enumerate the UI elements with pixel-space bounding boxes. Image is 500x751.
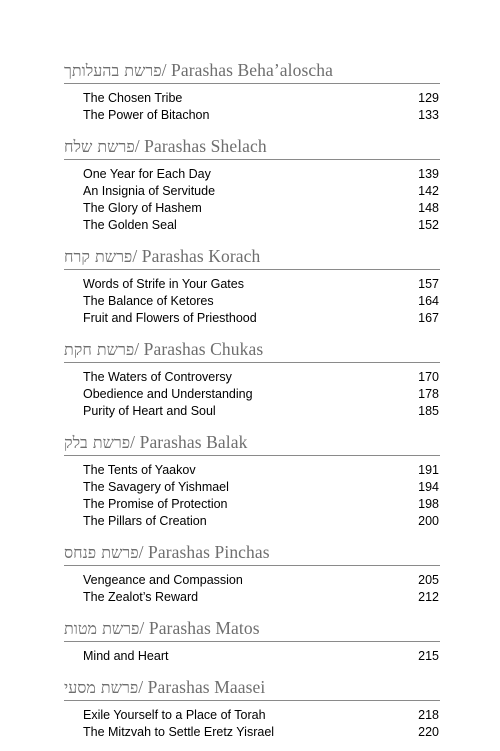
section-heading-hebrew: פרשת מטות <box>64 619 140 638</box>
entry-list <box>64 369 440 420</box>
entry-title: The Balance of Ketores <box>83 294 214 308</box>
section-heading-english: / Parashas Maasei <box>138 677 266 697</box>
entry-page-number: 220 <box>418 725 439 739</box>
toc-entry <box>64 293 440 310</box>
entry-list <box>64 707 440 741</box>
toc-entry <box>64 462 440 479</box>
toc-entry <box>64 403 440 420</box>
toc-entry <box>64 572 440 589</box>
entry-page-number: 194 <box>418 480 439 494</box>
entry-title: The Glory of Hashem <box>83 201 202 215</box>
section-heading-hebrew: פרשת פנחס <box>64 543 139 562</box>
toc-entry <box>64 90 440 107</box>
section-heading-english: / Parashas Chukas <box>134 339 264 359</box>
entry-page-number: 157 <box>418 277 439 291</box>
entry-list <box>64 648 440 665</box>
toc-entry <box>64 183 440 200</box>
entry-title: Exile Yourself to a Place of Torah <box>83 708 266 722</box>
entry-page-number: 191 <box>418 463 439 477</box>
entry-list <box>64 166 440 234</box>
toc-section <box>64 337 440 420</box>
section-heading-hebrew: פרשת מסעי <box>64 678 139 697</box>
entry-title: The Power of Bitachon <box>83 108 210 122</box>
section-heading-english: / Parashas Matos <box>139 618 260 638</box>
section-heading-hebrew: פרשת חקת <box>64 340 135 359</box>
entry-page-number: 198 <box>418 497 439 511</box>
section-heading-english: / Parashas Pinchas <box>138 542 270 562</box>
entry-page-number: 212 <box>418 590 439 604</box>
toc-section <box>64 430 440 530</box>
entry-title: Words of Strife in Your Gates <box>83 277 244 291</box>
entry-title: Purity of Heart and Soul <box>83 404 216 418</box>
section-heading <box>64 675 440 701</box>
entry-page-number: 170 <box>418 370 439 384</box>
entry-page-number: 178 <box>418 387 439 401</box>
entry-title: The Golden Seal <box>83 218 177 232</box>
toc-entry <box>64 386 440 403</box>
toc-entry <box>64 589 440 606</box>
entry-list <box>64 572 440 606</box>
toc-entry <box>64 310 440 327</box>
entry-page-number: 139 <box>418 167 439 181</box>
entry-list <box>64 276 440 327</box>
toc-section <box>64 540 440 606</box>
entry-title: One Year for Each Day <box>83 167 211 181</box>
section-heading <box>64 244 440 270</box>
toc-section <box>64 244 440 327</box>
entry-page-number: 185 <box>418 404 439 418</box>
entry-page-number: 215 <box>418 649 439 663</box>
entry-page-number: 205 <box>418 573 439 587</box>
toc-entry <box>64 496 440 513</box>
section-heading-english: / Parashas Korach <box>132 246 261 266</box>
section-heading <box>64 337 440 363</box>
toc-section <box>64 675 440 741</box>
entry-page-number: 167 <box>418 311 439 325</box>
toc-entry <box>64 513 440 530</box>
toc-entry <box>64 276 440 293</box>
toc-entry <box>64 724 440 741</box>
entry-page-number: 142 <box>418 184 439 198</box>
section-heading <box>64 430 440 456</box>
entry-page-number: 218 <box>418 708 439 722</box>
section-heading-hebrew: פרשת בלק <box>64 433 131 452</box>
entry-title: Vengeance and Compassion <box>83 573 243 587</box>
toc-section <box>64 616 440 665</box>
entry-page-number: 129 <box>418 91 439 105</box>
entry-list <box>64 462 440 530</box>
entry-title: The Pillars of Creation <box>83 514 207 528</box>
section-heading <box>64 616 440 642</box>
toc-entry <box>64 200 440 217</box>
entry-list <box>64 90 440 124</box>
entry-title: The Tents of Yaakov <box>83 463 196 477</box>
entry-title: The Savagery of Yishmael <box>83 480 229 494</box>
entry-title: The Mitzvah to Settle Eretz Yisrael <box>83 725 275 739</box>
section-heading <box>64 540 440 566</box>
entry-title: The Chosen Tribe <box>83 91 183 105</box>
entry-title: Fruit and Flowers of Priesthood <box>83 311 257 325</box>
entry-title: An Insignia of Servitude <box>83 184 216 198</box>
entry-page-number: 152 <box>418 218 439 232</box>
toc-entry <box>64 369 440 386</box>
toc-entry <box>64 707 440 724</box>
toc-section <box>64 58 440 124</box>
entry-title: Obedience and Understanding <box>83 387 253 401</box>
entry-page-number: 148 <box>418 201 439 215</box>
entry-title: Mind and Heart <box>83 649 169 663</box>
toc-section <box>64 134 440 234</box>
section-heading <box>64 134 440 160</box>
toc-entry <box>64 479 440 496</box>
section-heading-english: / Parashas Beha’aloscha <box>161 60 333 80</box>
table-of-contents <box>64 58 440 751</box>
section-heading-english: / Parashas Balak <box>130 432 248 452</box>
section-heading <box>64 58 440 84</box>
entry-page-number: 200 <box>418 514 439 528</box>
toc-entry <box>64 107 440 124</box>
section-heading-hebrew: פרשת קרח <box>64 247 133 266</box>
section-heading-hebrew: פרשת בהעלותך <box>64 61 162 80</box>
toc-entry <box>64 166 440 183</box>
section-heading-english: / Parashas Shelach <box>134 136 267 156</box>
entry-page-number: 164 <box>418 294 439 308</box>
entry-title: The Zealot’s Reward <box>83 590 199 604</box>
section-heading-hebrew: פרשת שלח <box>64 137 135 156</box>
entry-page-number: 133 <box>418 108 439 122</box>
entry-title: The Waters of Controversy <box>83 370 232 384</box>
entry-title: The Promise of Protection <box>83 497 228 511</box>
toc-entry <box>64 648 440 665</box>
toc-entry <box>64 217 440 234</box>
